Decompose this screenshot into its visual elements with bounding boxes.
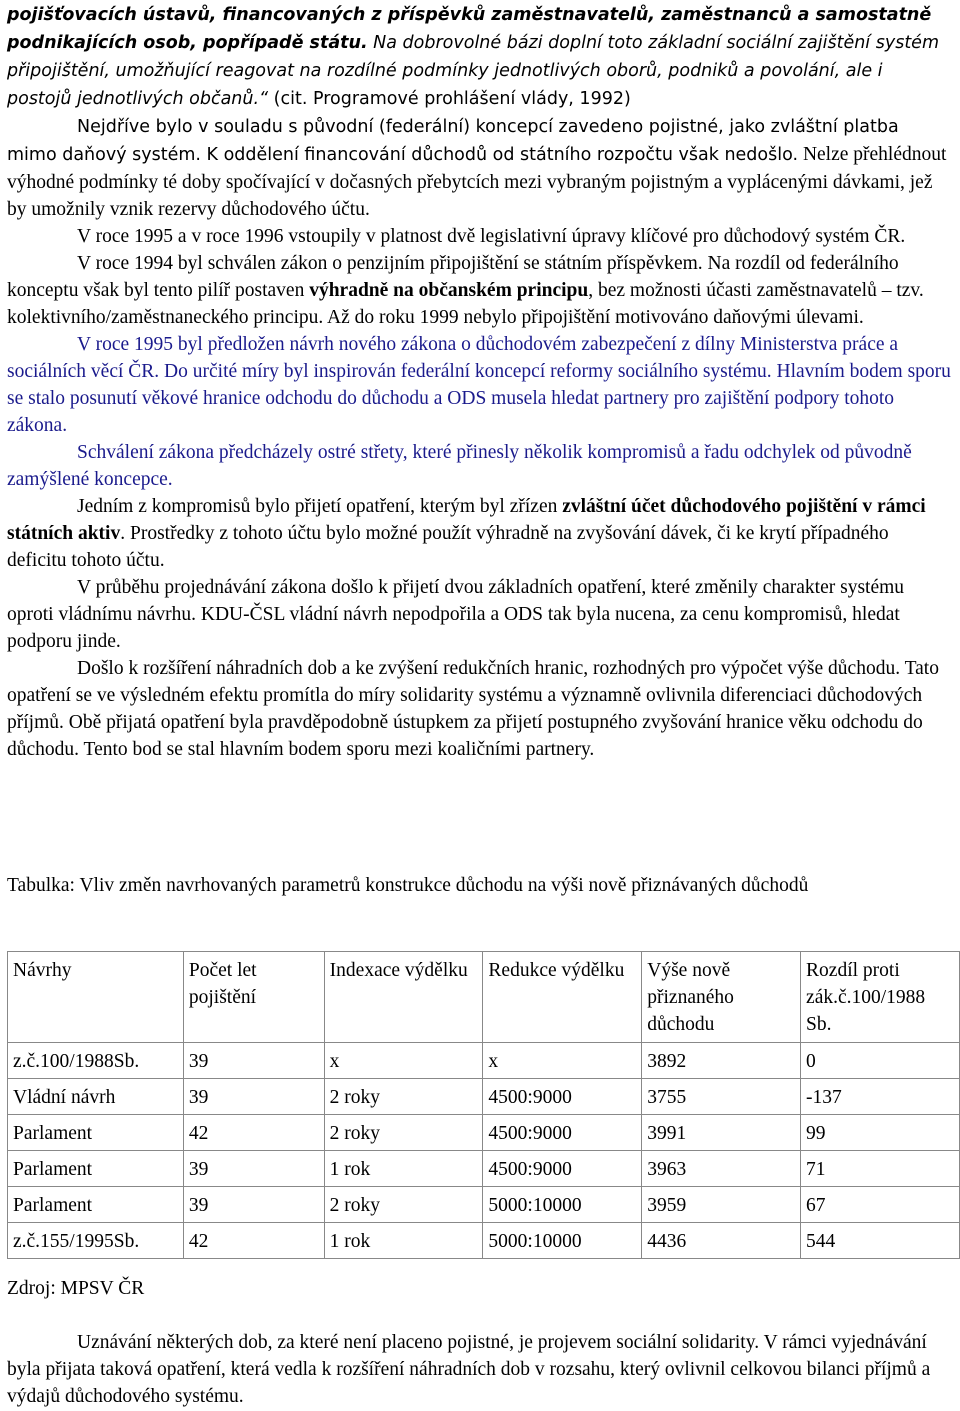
table-cell: Parlament [8, 1187, 184, 1223]
table-cell: z.č.100/1988Sb. [8, 1043, 184, 1079]
table-cell: 5000:10000 [483, 1223, 642, 1259]
table-cell: z.č.155/1995Sb. [8, 1223, 184, 1259]
table-cell: 67 [801, 1187, 960, 1223]
paragraph-legislativa: V roce 1995 a v roce 1996 vstoupily v platnost dvě legislativní úpravy klíčové pro důchodový systém ČR. [77, 226, 906, 247]
header-cell: Rozdíl proti zák.č.100/1988 Sb. [801, 952, 960, 1043]
paragraph-navrh-zakona: V roce 1995 byl předložen návrh nového zákona o důchodovém zabezpečení z dílny Ministerstva práce a sociálních věcí ČR. Do určité míry byl inspirován federální koncepcí reformy sociálního systému. Hlavním bodem sporu se stalo posunutí věkové hranice odchodu do důchodu a ODS musela hledat partnery pro zajištění podpory tohoto zákona. [7, 334, 951, 436]
table-cell: 42 [183, 1223, 324, 1259]
citation-italic: Na dobrovolné bázi doplní toto základní sociální zajištění systém připojištění, umožňující reagovat na rozdílné podmínky jednotlivých oborů, podniků a povolání, ale i postojů jednotlivých občanů.“ [7, 33, 939, 109]
paragraph-strety: Schválení zákona předcházely ostré střety, které přinesly několik kompromisů a řadu odchylek od původně zamýšlené koncepce. [7, 442, 912, 490]
table-cell: 2 roky [324, 1115, 483, 1151]
table-row [8, 1043, 960, 1079]
table-row [8, 1079, 960, 1115]
table-cell: 2 roky [324, 1187, 483, 1223]
paragraph-kompromis-bold: zvláštní účet důchodového pojištění v rámci státních aktiv [7, 496, 926, 544]
table-cell: 4500:9000 [483, 1151, 642, 1187]
table-cell: 3959 [642, 1187, 801, 1223]
table-cell: 0 [801, 1043, 960, 1079]
paragraph-nahradni-doby: Došlo k rozšíření náhradních dob a ke zvýšení redukčních hranic, rozhodných pro výpočet výše důchodu. Tato opatření se ve výsledném efektu promítla do míry solidarity systému a významně ovlivnila diferenciaci důchodových příjmů. Obě přijatá opatření byla pravděpodobně ústupkem za přijetí postupného zvyšování hranice věku odchodu do důchodu. Tento bod se stal hlavním bodem sporu mezi koaličními partnery. [7, 658, 939, 760]
table-cell: 2 roky [324, 1079, 483, 1115]
table-cell: x [483, 1043, 642, 1079]
paragraph-projednavani: V průběhu projednávání zákona došlo k přijetí dvou základních opatření, které změnily charakter systému oproti vládnímu návrhu. KDU-ČSL vládní návrh nepodpořila a ODS tak byla nucena, za cenu kompromisů, hledat podporu jinde. [7, 577, 905, 652]
table-cell: 544 [801, 1223, 960, 1259]
table-cell: 3991 [642, 1115, 801, 1151]
table-cell: 3963 [642, 1151, 801, 1187]
table-row [8, 1223, 960, 1259]
table-cell: 5000:10000 [483, 1187, 642, 1223]
table-caption: Tabulka: Vliv změn navrhovaných parametrů konstrukce důchodu na výši nově přiznávaných důchodů [7, 875, 809, 896]
citation-source: (cit. Programové prohlášení vlády, 1992) [268, 89, 631, 109]
table-cell: 4436 [642, 1223, 801, 1259]
paragraph-kompromis [7, 493, 951, 574]
table-cell: 39 [183, 1187, 324, 1223]
table-cell: Parlament [8, 1115, 184, 1151]
table-cell: 42 [183, 1115, 324, 1151]
paragraph-pojistne-b: Nelze přehlédnout výhodné podmínky té doby spočívající v dočasných přebytcích mezi vybraným pojistným a vyplácenými dávkami, jež by umožnily vznik rezervy důchodového účtu. [7, 144, 947, 220]
table-cell: 99 [801, 1115, 960, 1151]
header-cell: Počet let pojištění [183, 952, 324, 1043]
paragraph-penzijni-pripojisteni [7, 250, 951, 331]
paragraph-penzijni-bold: výhradně na občanském principu [309, 280, 589, 301]
table-cell: 1 rok [324, 1223, 483, 1259]
paragraph-kompromis-a: Jedním z kompromisů bylo přijetí opatření, kterým byl zřízen [77, 496, 563, 517]
header-cell: Návrhy [8, 952, 184, 1043]
table-cell: 4500:9000 [483, 1115, 642, 1151]
paragraph-penzijni-a: V roce 1994 byl schválen zákon o penzijním připojištění se státním příspěvkem. Na rozdíl od federálního konceptu však byl tento pilíř postaven [7, 253, 899, 301]
table-cell: 3892 [642, 1043, 801, 1079]
header-cell: Výše nově přiznaného důchodu [642, 952, 801, 1043]
body-text [7, 1, 951, 763]
table-cell: 39 [183, 1079, 324, 1115]
table-cell: Parlament [8, 1151, 184, 1187]
table-cell: 39 [183, 1043, 324, 1079]
table-row [8, 1115, 960, 1151]
table-cell: 1 rok [324, 1151, 483, 1187]
paragraph-citation [7, 1, 951, 113]
table-header-row [8, 952, 960, 1043]
table-row [8, 1187, 960, 1223]
paragraph-pojistne-a: Nejdříve bylo v souladu s původní (federální) koncepcí zavedeno pojistné, jako zvláštní platba mimo daňový systém. K oddělení financování důchodů od státního rozpočtu však nedošlo. [7, 117, 899, 165]
comparison-table [7, 951, 960, 1259]
paragraph-pojistne [7, 113, 951, 223]
header-cell: Redukce výdělku [483, 952, 642, 1043]
table-cell: 71 [801, 1151, 960, 1187]
table-cell: 39 [183, 1151, 324, 1187]
paragraph-kompromis-b: . Prostředky z tohoto účtu bylo možné použít výhradně na zvyšování dávek, či ke krytí případného deficitu tohoto účtu. [7, 523, 889, 571]
table-cell: 4500:9000 [483, 1079, 642, 1115]
table-source: Zdroj: MPSV ČR [7, 1278, 145, 1299]
paragraph-solidarita: Uznávání některých dob, za které není placeno pojistné, je projevem sociální solidarity. V rámci vyjednávání byla přijata taková opatření, která vedla k rozšíření náhradních dob v rozsahu, který ovlivnil celkovou bilanci příjmů a výdajů důchodového systému. [7, 1332, 931, 1407]
table-row [8, 1151, 960, 1187]
table-cell: Vládní návrh [8, 1079, 184, 1115]
header-cell: Indexace výdělku [324, 952, 483, 1043]
table-cell: x [324, 1043, 483, 1079]
citation-bold-italic: pojišťovacích ústavů, financovaných z příspěvků zaměstnavatelů, zaměstnanců a samostatně podnikajících osob, popřípadě státu. [7, 5, 932, 53]
paragraph-penzijni-b: , bez možnosti účasti zaměstnavatelů – tzv. kolektivního/zaměstnaneckého principu. Až do roku 1999 nebylo připojištění motivováno daňovými úlevami. [7, 280, 924, 328]
table-cell: -137 [801, 1079, 960, 1115]
table-cell: 3755 [642, 1079, 801, 1115]
